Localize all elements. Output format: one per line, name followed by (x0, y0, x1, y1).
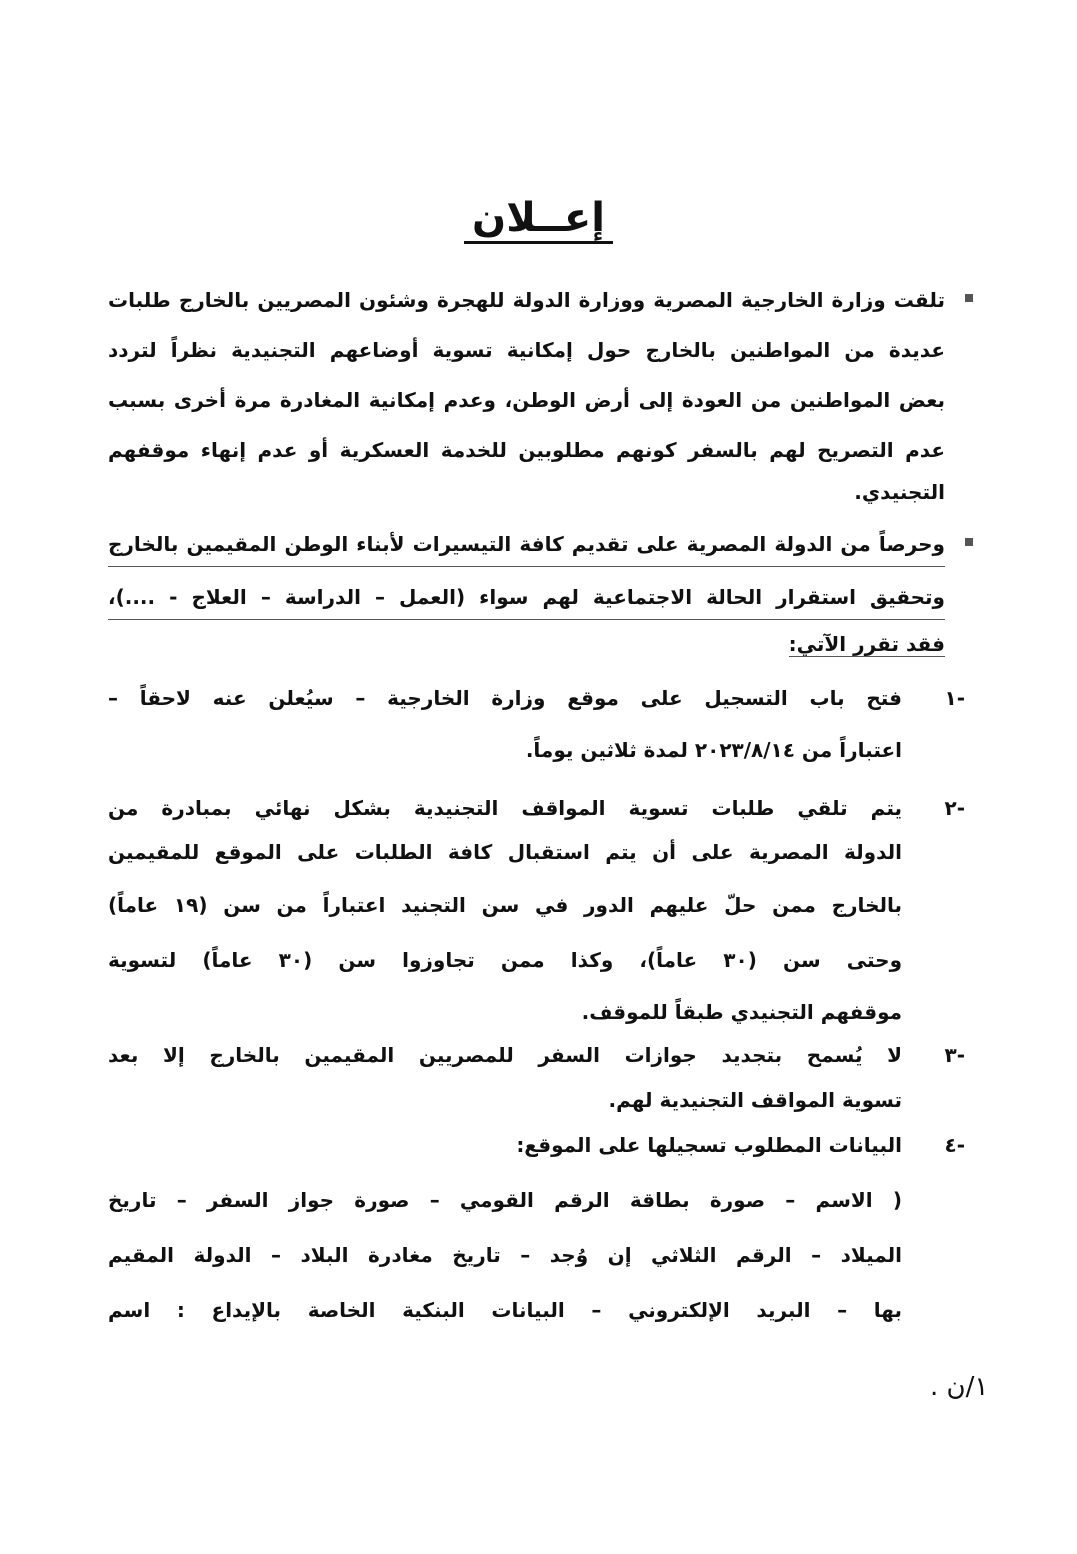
text-line: لا يُسمح بتجديد جوازات السفر للمصريين المقيمين بالخارج إلا بعد (108, 1043, 902, 1067)
text-line: عدم التصريح لهم بالسفر كونهم مطلوبين للخدمة العسكرية أو عدم إنهاء موقفهم (108, 438, 945, 462)
text-line: ( الاسم – صورة بطاقة الرقم القومي – صورة جواز السفر – تاريخ (108, 1188, 902, 1212)
text-line: موقفهم التجنيدي طبقاً للموقف. (581, 1000, 902, 1024)
text-line: وحرصاً من الدولة المصرية على تقديم كافة التيسيرات لأبناء الوطن المقيمين بالخارج (108, 522, 945, 567)
text-line: البيانات المطلوب تسجيلها على الموقع: (516, 1133, 902, 1157)
text-line: بعض المواطنين من العودة إلى أرض الوطن، وعدم إمكانية المغادرة مرة أخرى بسبب (108, 388, 945, 412)
page-marker: ١/ن . (930, 1372, 989, 1402)
text-line: التجنيدي. (854, 480, 945, 504)
text-line: بها – البريد الإلكتروني – البيانات البنكية الخاصة بالإيداع : اسم (108, 1298, 902, 1322)
text-line: فقد تقرر الآتي: (788, 632, 945, 656)
item-number: -٣ (944, 1043, 965, 1067)
item-number: -١ (944, 686, 965, 710)
page-title: إعــلان (0, 195, 1077, 241)
item-number: -٤ (944, 1133, 965, 1157)
text-line: تلقت وزارة الخارجية المصرية ووزارة الدولة للهجرة وشئون المصريين بالخارج طلبات (108, 288, 945, 312)
text-line: وتحقيق استقرار الحالة الاجتماعية لهم سواء (العمل – الدراسة – العلاج - ....)، (108, 575, 945, 620)
text-line: بالخارج ممن حلّ عليهم الدور في سن التجنيد اعتباراً من سن (١٩ عاماً) (108, 893, 903, 917)
text-line: عديدة من المواطنين بالخارج حول إمكانية تسوية أوضاعهم التجنيدية نظراً لتردد (108, 338, 945, 362)
text-line: اعتباراً من ٢٠٢٣/٨/١٤ لمدة ثلاثين يوماً. (525, 738, 902, 762)
text-line: يتم تلقي طلبات تسوية المواقف التجنيدية بشكل نهائي بمبادرة من (108, 796, 902, 820)
text-line: الدولة المصرية على أن يتم استقبال كافة الطلبات على الموقع للمقيمين (108, 840, 902, 864)
text-line: فتح باب التسجيل على موقع وزارة الخارجية – سيُعلن عنه لاحقاً – (108, 686, 902, 710)
text-line: الميلاد – الرقم الثلاثي إن وُجد – تاريخ مغادرة البلاد – الدولة المقيم (108, 1243, 902, 1267)
bullet-icon (965, 538, 973, 546)
item-number: -٢ (944, 796, 965, 820)
bullet-icon (965, 294, 973, 302)
text-line: وحتى سن (٣٠ عاماً)، وكذا ممن تجاوزوا سن (٣٠ عاماً) لتسوية (108, 948, 902, 972)
text-line: تسوية المواقف التجنيدية لهم. (608, 1088, 902, 1112)
